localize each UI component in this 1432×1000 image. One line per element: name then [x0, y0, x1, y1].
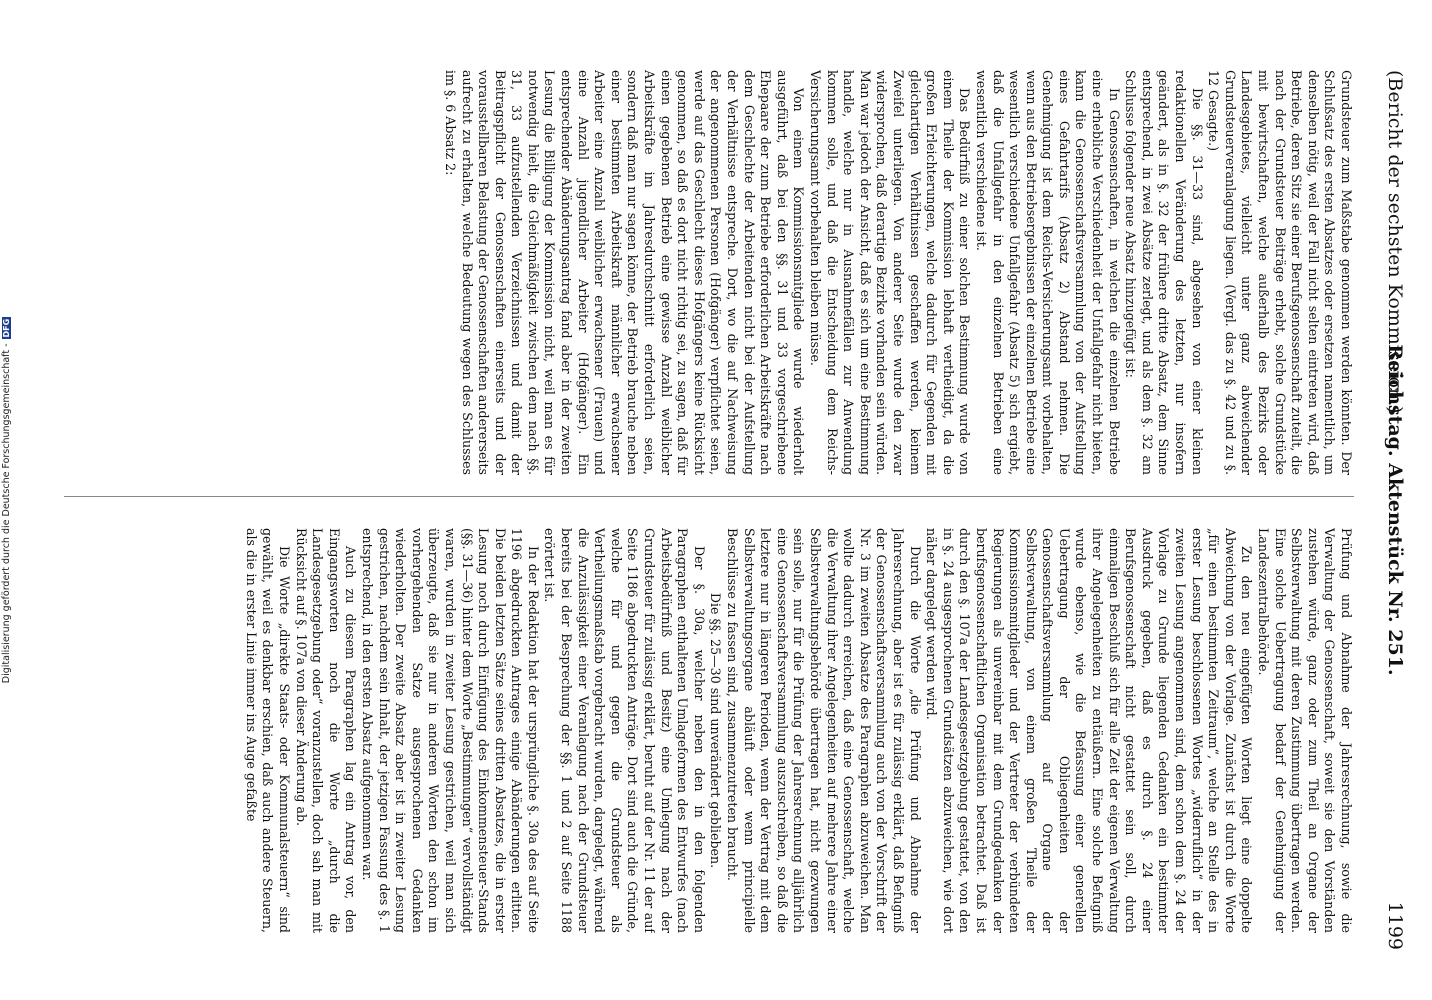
- running-head-center: Reichstag. Aktenstück Nr. 251.: [1384, 344, 1406, 676]
- column-divider: [64, 496, 1354, 497]
- paragraph: In Genossenschaften, in welchen die einzelnen Betriebe eine erhebliche Verschiedenheit der Unfallgefahr nicht bieten, kann die Genossenschaftsversammlung von der Aufstellung eines Gefahrtarifs (Absatz 2) Abstand nehmen. Die Genehmigung ist dem Reichs-Versicherungsamt vorbehalten, wenn aus den Betriebsergebnissen der einzelnen Betriebe eine wesentlich verschiedene Unfallgefahr (Absatz 5) sich ergiebt, daß die Unfallgefahr in den einzelnen Betrieben eine wesentlich verschiedene ist.: [973, 70, 1122, 475]
- paragraph: Von einem Kommissionsmitgliede wurde wiederholt ausgeführt, daß bei den §§. 31 und 33 vorgeschriebene Ehepaare der zum Betriebe erforderlichen Arbeitskräfte nach dem Geschlechte der Arbeitenden nicht bei der Aufstellung der Verhältnisse entspreche. Dort, wo die auf Nachweisung der angenommenen Personen (Hofgänger) verpflichtet seien, werde auf das Geschlecht dieses Hofgängers keine Rücksicht genommen, so daß es dort nicht richtig sei, zu sagen, daß für einen gegebenen Betrieb eine gewisse Anzahl weiblicher Arbeitskräfte im Jahresdurchschnitt erforderlich seien, sondern daß man nur sagen könne, der Betrieb brauche neben einer bestimmten Arbeitskraft männlicher erwachsener Arbeiter eine Anzahl weiblicher erwachsener (Frauen) und eine Anzahl jugendlicher Arbeiter (Hofgänger). Ein entsprechender Abänderungsantrag fand aber in der zweiten Lesung die Billigung der Kommission nicht, weil man es für notwendig hielt, die Gleichmäßigkeit zwischen dem nach §§. 31, 33 aufzustellenden Verzeichnissen und damit der Beitragspflicht der Genossenschaften einerseits und der vorausstellbaren Belastung der Genossenschaften andererseits aufrecht zu erhalten, welche Bedeutung wegen des Schlusses im §. 6 Absatz 2:: [442, 70, 807, 475]
- paragraph: Die Worte „direkte Staats- oder Kommunalsteuern“ sind gewählt, weil es denkbar erschien, daß auch andere Steuern, als die in erster Linie immer ins Auge gefaßte: [243, 528, 292, 933]
- paragraph: In der Redaktion hat der ursprüngliche §. 30a des auf Seite 1196 abgedruckten Antrages einige Abänderungen erlitten. Die beiden letzten Sätze seines dritten Absatzes, die in erster Lesung noch durch Einfügung des Einkommensteuer-Stands (§§. 31—36) hinter dem Worte „Bestimmungen“ vervollständigt waren, wurden in zweiter Lesung gestrichen, weil man sich überzeugte, daß sie nur in anderen Worten den schon im vorhergehenden Satze ausgesprochenen Gedanken wiederholten. Der zweite Absatz aber ist in zweiter Lesung gestrichen, nachdem sein Inhalt, der jetzigen Fassung des §. 1 entsprechend, in den ersten Absatz aufgenommen war.: [359, 528, 541, 933]
- paragraph: Die §§. 31—33 sind, abgesehen von einer kleinen redaktionellen Veränderung des letzten, nur insofern geändert, als in §. 32 der frühere dritte Absatz, dem Sinne entsprechend, in zwei Absätze zerlegt, und als dem §. 32 am Schlusse folgender neue Absatz hinzugefügt ist:: [1123, 70, 1205, 475]
- dfg-logo: DFG: [2, 318, 11, 338]
- paragraph: Durch die Worte „die Prüfung und Abnahme der Jahresrechnung, aber ist es für zulässig erklärt, daß Befugniß der Genossenschaftsversammlung auch von der Vorschrift der Nr. 3 im zweiten Absatze des Paragraphen abzuweichen. Man wollte dadurch erreichen, daß eine Genossenschaft, welche die Verwaltung ihrer Angelegenheiten auf mehrere Jahre einer Selbstverwaltungsbehörde übertragen hat, nicht gezwungen sein solle, nur für die Prüfung der Jahresrechnung alljährlich eine Genossenschaftsversammlung auszuschreiben, so daß die letztere nur in längeren Perioden, wenn der Vertrag mit dem Selbstverwaltungsorgane abläuft oder wenn principielle Beschlüsse zu fassen sind, zusammenzutreten braucht.: [725, 528, 923, 933]
- running-head-left: (Bericht der sechsten Kommission.): [1384, 70, 1406, 414]
- running-head: [1364, 70, 1406, 950]
- page-number: 1199: [1384, 901, 1406, 950]
- paragraph: Die §§. 25—30 sind unverändert geblieben.: [708, 592, 724, 869]
- paragraph: Das Bedürfniß zu einer solchen Bestimmung wurde von einem Theile der Kommission lebhaft vertheidigt, da die großen Erleichterungen, welche dadurch für Gegenden mit gleichartigen Verhältnissen geschaffen werden, keinem Zweifel unterliegen. Von anderer Seite wurde den zwar widersprochen, daß derartige Bezirke vorhanden sein würden. Man war jedoch der Ansicht, daß es sich um eine Bestimmung handle, welche nur in Ausnahmefällen zur Anwendung kommen solle, und daß die Entscheidung dem Reichs-Versicherungsamt vorbehalten bleiben müsse.: [808, 70, 973, 475]
- funding-note-text: Digitalisierung gefördert durch die Deutsche Forschungsgemeinschaft -: [1, 343, 12, 684]
- paragraph: Auch zu diesem Paragraphen lag ein Antrag vor, den Eingangsworten noch die Worte „durch die Landesgesetzgebung oder“ voranzustellen, doch sah man mit Rücksicht auf §. 107a von dieser Änderung ab.: [293, 528, 359, 933]
- paragraph: Der §. 30a, welcher neben den in den folgenden Paragraphen enthaltenen Umlageformen des Entwurfes (nach Arbeitsbedürfniß und Besitz) eine Umlegung nach der Grundsteuer für zulässig erklärt, beruht auf der Nr. 11 der auf Seite 1186 abgedruckten Anträge. Dort sind auch die Gründe, welche für und gegen die Grundsteuer als Vertheilungsmaßstab vorgebracht wurden, dargelegt, während die Anzulässigkeit einer Veranlagung nach der Grundsteuer bereits bei der Besprechung der §§. 1 und 2 auf Seite 1188 erörtert ist.: [542, 528, 707, 933]
- paragraph: Prüfung und Abnahme der Jahresrechnung, sowie die Verwaltung der Genossenschaft, soweit sie den Vorständen zustehen würde, ganz oder zum Theil an Organe der Selbstverwaltung mit deren Zustimmung übertragen werden. Eine solche Uebertragung bedarf der Genehmigung der Landeszentralbehörde.: [1256, 528, 1354, 933]
- text-column-left: [64, 70, 1354, 475]
- paragraph: Grundsteuer zum Maßstabe genommen werden könnten. Der Schlußsatz des ersten Absatzes oder ersetzen namentlich, um denselben nötig, weil der Fall nicht selten eintreten wird, daß Betriebe, deren Sitz sie einer Berufsgenossenschaft zuteilt, die nach der Grundsteuer Beiträge erhebt, solche Grundstücke mit bewirtschaften, welche außerhalb des Bezirks oder Landesgebietes, vielleicht unter ganz abweichender Grundsteuerveranlagung liegen. (Vergl. das zu §. 42 und zu §. 12 Gesagte.): [1206, 70, 1354, 475]
- text-column-right: [64, 528, 1354, 933]
- paragraph: Zu den neu eingefügten Worten liegt eine doppelte Abweichung von der Vorlage. Zunächst ist durch die Worte „für einen bestimmten Zeitraum“, welche an Stelle des in erster Lesung beschlossenen Wortes „widerruflich“ in der zweiten Lesung angenommen sind, dem schon dem §. 24 der Vorlage zu Grunde liegenden Gedanken ein bestimmter Ausdruck gegeben, daß es durch §. 24 einer Berufsgenossenschaft nicht gestattet sein soll, durch einmaligen Beschluß sich für alle Zeit der eigenen Verwaltung ihrer Angelegenheiten zu entäußern. Eine solche Befugniß wurde ebenso, wie die Befassung einer generellen Uebertragung der Obliegenheiten der Genossenschaftsversammlung auf Organe der Selbstverwaltung, von einem großen Theile der Kommissionsmitglieder und der Vertreter der verbündeten Regierungen als unvereinbar mit dem Grundgedanken der berufsgenossenschaftlichen Organisation betrachtet. Daß ist durch den §. 107a der Landesgesetzgebung gestattet, von den in §. 24 ausgesprochenen Grundsätzen abzuweichen, wie dort näher dargelegt werden wird.: [924, 528, 1255, 933]
